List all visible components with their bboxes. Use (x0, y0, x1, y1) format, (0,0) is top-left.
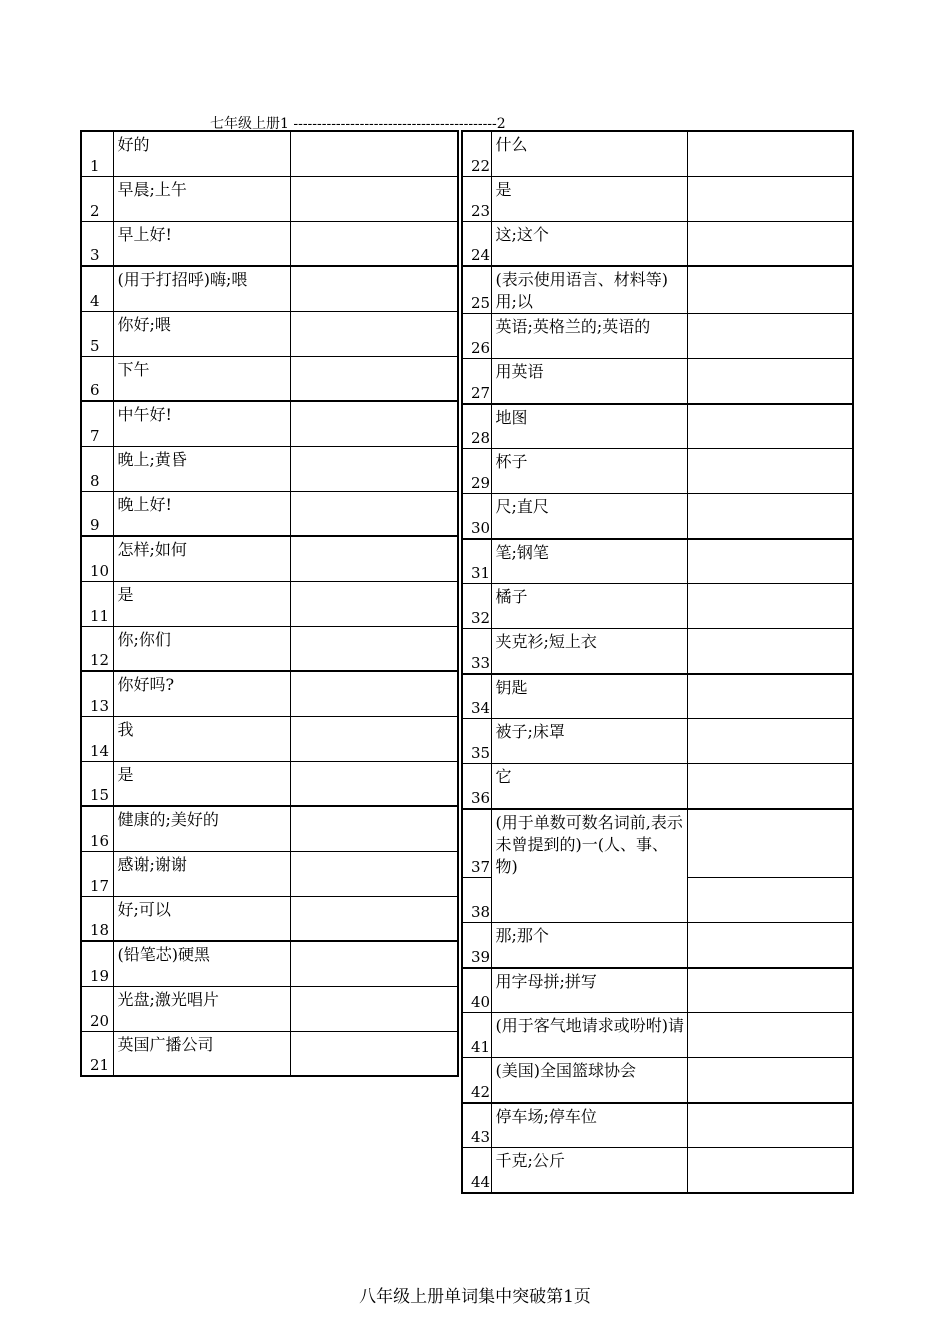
row-number: 33 (462, 629, 491, 674)
row-number: 19 (81, 941, 113, 986)
table-row (462, 449, 853, 494)
row-number: 14 (81, 716, 113, 761)
table-row (462, 359, 853, 404)
table-row (462, 764, 853, 809)
table-row (462, 923, 853, 968)
row-number: 5 (81, 311, 113, 356)
word-meaning: 光盘;激光唱片 (113, 986, 290, 1031)
table-row (81, 131, 458, 176)
table-row (462, 674, 853, 719)
answer-cell[interactable] (687, 674, 853, 719)
word-meaning: 这;这个 (491, 221, 687, 266)
table-row (81, 491, 458, 536)
answer-cell[interactable] (290, 446, 458, 491)
word-meaning: (表示使用语言、材料等)用;以 (491, 266, 687, 314)
answer-cell[interactable] (290, 761, 458, 806)
word-meaning: 好;可以 (113, 896, 290, 941)
row-number: 27 (462, 359, 491, 404)
table-row (81, 761, 458, 806)
word-meaning: 好的 (113, 131, 290, 176)
answer-cell[interactable] (290, 671, 458, 716)
row-number: 11 (81, 581, 113, 626)
row-number: 4 (81, 266, 113, 311)
answer-cell[interactable] (687, 719, 853, 764)
word-meaning: 钥匙 (491, 674, 687, 719)
table-row (81, 311, 458, 356)
row-number: 35 (462, 719, 491, 764)
answer-cell[interactable] (687, 314, 853, 359)
table-row (462, 1013, 853, 1058)
answer-cell[interactable] (290, 536, 458, 581)
right-rows (462, 131, 853, 1193)
answer-cell[interactable] (290, 131, 458, 176)
row-number: 15 (81, 761, 113, 806)
answer-cell[interactable] (290, 986, 458, 1031)
answer-cell[interactable] (290, 851, 458, 896)
word-meaning: 用英语 (491, 359, 687, 404)
left-rows (81, 131, 458, 1076)
answer-cell[interactable] (290, 716, 458, 761)
row-number: 29 (462, 449, 491, 494)
row-number: 21 (81, 1031, 113, 1076)
word-meaning: 英语;英格兰的;英语的 (491, 314, 687, 359)
word-meaning: 健康的;美好的 (113, 806, 290, 851)
table-row (81, 1031, 458, 1076)
word-meaning: 杯子 (491, 449, 687, 494)
answer-cell[interactable] (290, 1031, 458, 1076)
row-number: 7 (81, 401, 113, 446)
table-row (462, 176, 853, 221)
row-number: 40 (462, 968, 491, 1013)
table-row (462, 809, 853, 878)
answer-cell[interactable] (687, 494, 853, 539)
word-meaning: 感谢;谢谢 (113, 851, 290, 896)
row-number: 3 (81, 221, 113, 266)
word-meaning: 英国广播公司 (113, 1031, 290, 1076)
row-number: 30 (462, 494, 491, 539)
answer-cell[interactable] (687, 449, 853, 494)
word-meaning: 晚上;黄昏 (113, 446, 290, 491)
row-number: 37 (462, 809, 491, 878)
table-row (462, 584, 853, 629)
answer-cell[interactable] (687, 968, 853, 1013)
answer-cell[interactable] (290, 806, 458, 851)
word-meaning: 晚上好! (113, 491, 290, 536)
word-meaning: (美国)全国篮球协会 (491, 1058, 687, 1103)
answer-cell[interactable] (290, 221, 458, 266)
table-row (462, 1103, 853, 1148)
word-meaning: 你好;喂 (113, 311, 290, 356)
table-row (81, 896, 458, 941)
row-number: 13 (81, 671, 113, 716)
table-row (81, 986, 458, 1031)
word-meaning: 下午 (113, 356, 290, 401)
row-number: 2 (81, 176, 113, 221)
table-row (81, 266, 458, 311)
table-row (462, 404, 853, 449)
answer-cell[interactable] (687, 764, 853, 809)
row-number: 44 (462, 1148, 491, 1193)
row-number: 41 (462, 1013, 491, 1058)
word-meaning: 地图 (491, 404, 687, 449)
word-meaning: 尺;直尺 (491, 494, 687, 539)
table-row (462, 968, 853, 1013)
answer-cell[interactable] (687, 404, 853, 449)
table-row (81, 851, 458, 896)
row-number: 31 (462, 539, 491, 584)
answer-cell[interactable] (687, 266, 853, 314)
row-number: 17 (81, 851, 113, 896)
word-meaning: 千克;公斤 (491, 1148, 687, 1193)
row-number: 9 (81, 491, 113, 536)
row-number: 32 (462, 584, 491, 629)
word-meaning: (用于客气地请求或吩咐)请 (491, 1013, 687, 1058)
row-number: 34 (462, 674, 491, 719)
answer-cell[interactable] (290, 311, 458, 356)
row-number: 24 (462, 221, 491, 266)
word-meaning: 什么 (491, 131, 687, 176)
answer-cell[interactable] (687, 1058, 853, 1103)
answer-cell[interactable] (290, 581, 458, 626)
table-row (81, 221, 458, 266)
word-meaning: 它 (491, 764, 687, 809)
table-row (462, 314, 853, 359)
table-row (81, 176, 458, 221)
word-meaning: 橘子 (491, 584, 687, 629)
table-row (462, 539, 853, 584)
table-row (462, 494, 853, 539)
table-row (81, 581, 458, 626)
row-number: 23 (462, 176, 491, 221)
answer-cell[interactable] (290, 176, 458, 221)
word-meaning: 怎样;如何 (113, 536, 290, 581)
word-meaning: 笔;钢笔 (491, 539, 687, 584)
table-row (81, 671, 458, 716)
answer-cell[interactable] (290, 941, 458, 986)
answer-cell[interactable] (687, 176, 853, 221)
answer-cell[interactable] (290, 896, 458, 941)
answer-cell[interactable] (687, 1103, 853, 1148)
table-row (81, 941, 458, 986)
page-header: 七年级上册1 -------------------------------------------2 (210, 116, 506, 132)
word-meaning: (用于单数可数名词前,表示未曾提到的)一(人、事、物) (491, 809, 687, 878)
answer-cell[interactable] (687, 1148, 853, 1193)
word-meaning: 是 (113, 581, 290, 626)
table-row (81, 446, 458, 491)
vocab-table-right (461, 130, 854, 1194)
table-row (81, 626, 458, 671)
answer-cell[interactable] (687, 923, 853, 968)
row-number: 1 (81, 131, 113, 176)
answer-cell[interactable] (290, 356, 458, 401)
row-number: 39 (462, 923, 491, 968)
answer-cell[interactable] (290, 491, 458, 536)
word-meaning: 你;你们 (113, 626, 290, 671)
word-meaning: 中午好! (113, 401, 290, 446)
word-meaning: 那;那个 (491, 923, 687, 968)
word-meaning: 是 (113, 761, 290, 806)
table-row (462, 221, 853, 266)
row-number: 26 (462, 314, 491, 359)
page-footer: 八年级上册单词集中突破第1页 (359, 1287, 591, 1307)
table-row (462, 131, 853, 176)
answer-cell[interactable] (687, 131, 853, 176)
word-meaning: 是 (491, 176, 687, 221)
word-meaning: 夹克衫;短上衣 (491, 629, 687, 674)
answer-cell[interactable] (687, 359, 853, 404)
row-number: 12 (81, 626, 113, 671)
table-row (462, 1058, 853, 1103)
row-number: 6 (81, 356, 113, 401)
table-row (81, 806, 458, 851)
table-row (81, 716, 458, 761)
answer-cell[interactable] (687, 539, 853, 584)
word-meaning (491, 878, 687, 923)
row-number: 8 (81, 446, 113, 491)
answer-cell[interactable] (687, 221, 853, 266)
answer-cell[interactable] (290, 401, 458, 446)
table-row (462, 878, 853, 923)
row-number: 36 (462, 764, 491, 809)
answer-cell[interactable] (290, 266, 458, 311)
row-number: 18 (81, 896, 113, 941)
table-row (462, 1148, 853, 1193)
word-meaning: 停车场;停车位 (491, 1103, 687, 1148)
answer-cell[interactable] (687, 1013, 853, 1058)
row-number: 25 (462, 266, 491, 314)
table-row (462, 719, 853, 764)
word-meaning: 我 (113, 716, 290, 761)
answer-cell[interactable] (290, 626, 458, 671)
table-row (81, 356, 458, 401)
row-number: 43 (462, 1103, 491, 1148)
answer-cell[interactable] (687, 878, 853, 923)
word-meaning: (铅笔芯)硬黑 (113, 941, 290, 986)
answer-cell[interactable] (687, 629, 853, 674)
word-meaning: 用字母拼;拼写 (491, 968, 687, 1013)
word-meaning: 早晨;上午 (113, 176, 290, 221)
word-meaning: 你好吗? (113, 671, 290, 716)
table-row (81, 536, 458, 581)
row-number: 16 (81, 806, 113, 851)
word-meaning: 被子;床罩 (491, 719, 687, 764)
row-number: 42 (462, 1058, 491, 1103)
answer-cell[interactable] (687, 584, 853, 629)
row-number: 10 (81, 536, 113, 581)
row-number: 38 (462, 878, 491, 923)
vocab-table-left (80, 130, 459, 1077)
row-number: 20 (81, 986, 113, 1031)
table-row (462, 629, 853, 674)
answer-cell[interactable] (687, 809, 853, 878)
row-number: 28 (462, 404, 491, 449)
word-meaning: 早上好! (113, 221, 290, 266)
table-row (81, 401, 458, 446)
row-number: 22 (462, 131, 491, 176)
table-row (462, 266, 853, 314)
word-meaning: (用于打招呼)嗨;喂 (113, 266, 290, 311)
